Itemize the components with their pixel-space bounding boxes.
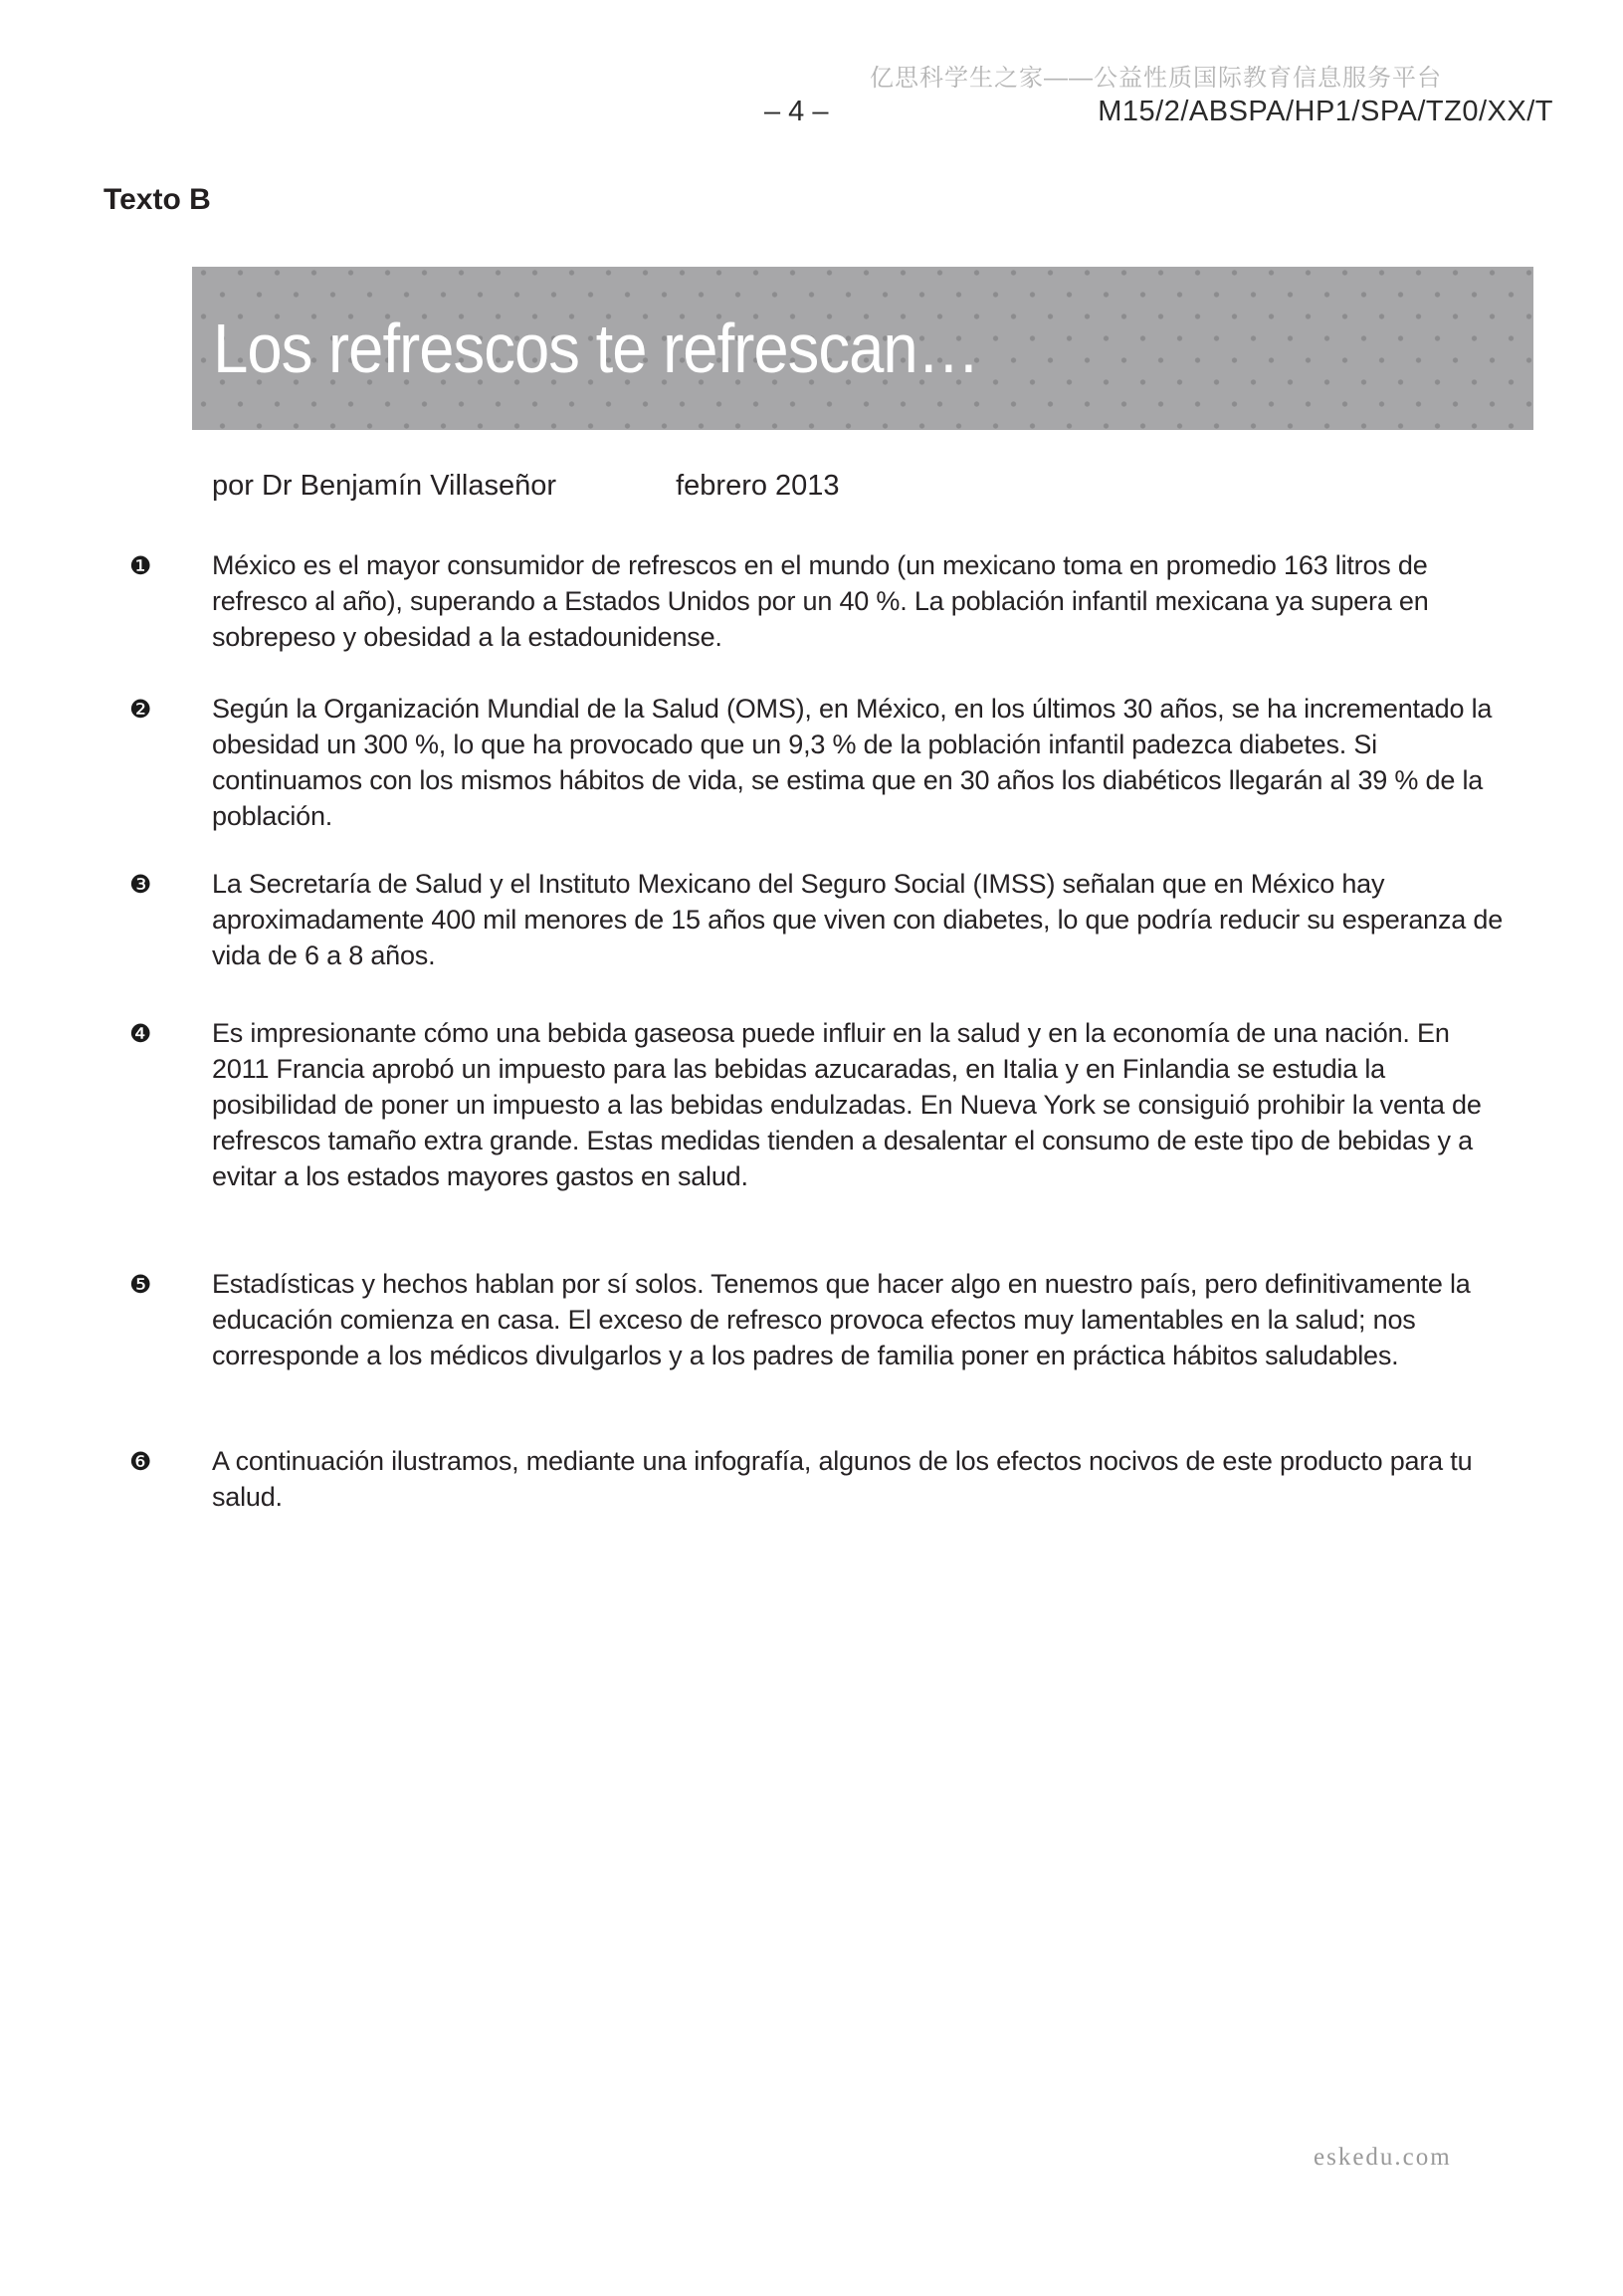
paragraph-1-marker: ❶ xyxy=(129,552,152,580)
paragraph-6 xyxy=(129,1443,1508,1515)
paragraph-4 xyxy=(129,1015,1508,1194)
paragraph-1 xyxy=(129,547,1508,655)
paragraph-3-marker: ❸ xyxy=(129,871,152,899)
paragraph-5-marker: ❺ xyxy=(129,1271,152,1299)
paragraph-5-text: Estadísticas y hechos hablan por sí solos. Tenemos que hacer algo en nuestro país, pero definitivamente la educación comienza en casa. El exceso de refresco provoca efectos muy lamentables en la salud; nos corresponde a los médicos divulgarlos y a los padres de familia poner en práctica hábitos saludables. xyxy=(212,1269,1471,1370)
paragraph-2-marker: ❷ xyxy=(129,696,152,724)
paragraph-3-text: La Secretaría de Salud y el Instituto Mexicano del Seguro Social (IMSS) señalan que en México hay aproximadamente 400 mil menores de 15 años que viven con diabetes, lo que podría reducir su esperanza de vida de 6 a 8 años. xyxy=(212,869,1504,970)
paragraph-1-text: México es el mayor consumidor de refrescos en el mundo (un mexicano toma en promedio 163 litros de refresco al año), superando a Estados Unidos por un 40 %. La población infantil mexicana ya supera en sobrepeso y obesidad a la estadounidense. xyxy=(212,550,1429,652)
footer-site-text: eskedu.com xyxy=(1314,2144,1452,2171)
paragraph-6-marker: ❻ xyxy=(129,1448,152,1476)
paragraph-6-text: A continuación ilustramos, mediante una infografía, algunos de los efectos nocivos de este producto para tu salud. xyxy=(212,1446,1473,1512)
byline-row xyxy=(212,470,840,503)
document-code: M15/2/ABSPA/HP1/SPA/TZ0/XX/T xyxy=(1098,96,1553,127)
article-title: Los refrescos te refrescan… xyxy=(213,310,980,387)
section-label: Texto B xyxy=(103,183,211,216)
article-title-banner xyxy=(192,267,1533,430)
watermark-text: 亿思科学生之家——公益性质国际教育信息服务平台 xyxy=(870,65,1442,92)
paragraph-3 xyxy=(129,866,1508,973)
article-date: febrero 2013 xyxy=(676,470,840,502)
article-byline: por Dr Benjamín Villaseñor xyxy=(212,470,557,502)
paragraph-2-text: Según la Organización Mundial de la Salud (OMS), en México, en los últimos 30 años, se ha incrementado la obesidad un 300 %, lo que ha provocado que un 9,3 % de la población infantil padezca diabetes. Si continuamos con los mismos hábitos de vida, se estima que en 30 años los diabéticos llegarán al 39 % de la población. xyxy=(212,694,1493,831)
page-number: – 4 – xyxy=(764,96,829,127)
paragraph-4-text: Es impresionante cómo una bebida gaseosa puede influir en la salud y en la economía de una nación. En 2011 Francia aprobó un impuesto para las bebidas azucaradas, en Italia y en Finlandia se estudia la posibilidad de poner un impuesto a las bebidas endulzadas. En Nueva York se consiguió prohibir la venta de refrescos tamaño extra grande. Estas medidas tienden a desalentar el consumo de este tipo de bebidas y a evitar a los estados mayores gastos en salud. xyxy=(212,1018,1482,1191)
paragraph-4-marker: ❹ xyxy=(129,1020,152,1048)
paragraph-5 xyxy=(129,1266,1508,1373)
paragraph-2 xyxy=(129,691,1508,834)
